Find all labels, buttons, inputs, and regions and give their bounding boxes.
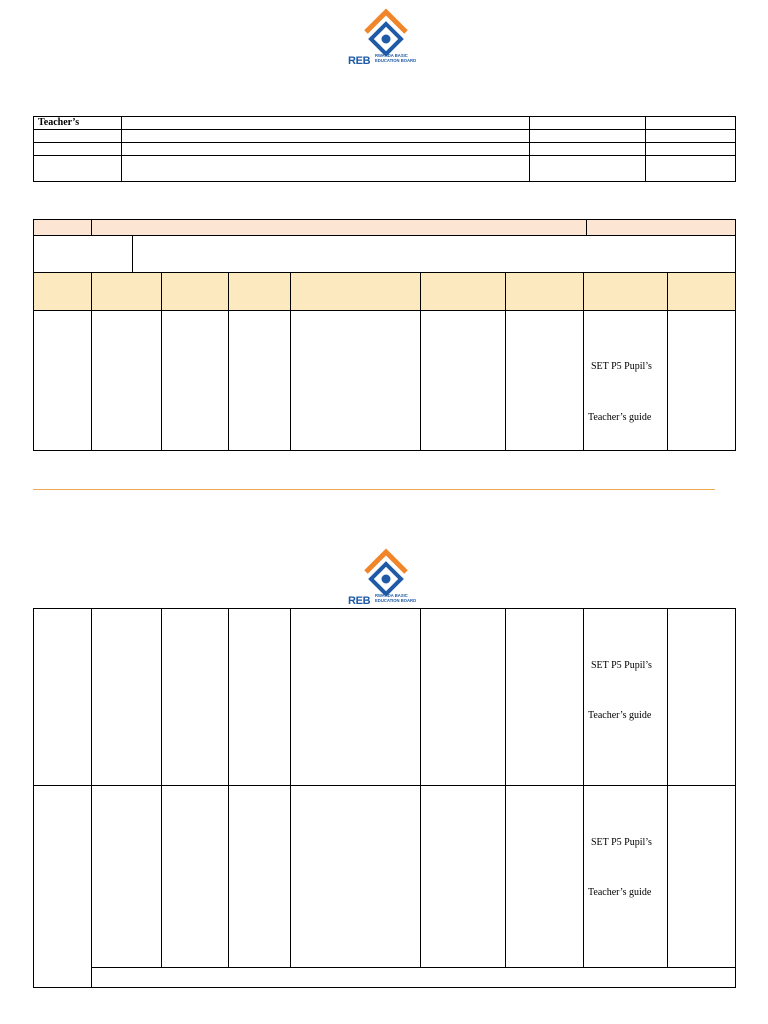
logo-abbr: REB bbox=[348, 595, 371, 607]
logo-subtitle-line2: EDUCATION BOARD bbox=[375, 597, 417, 603]
resource-cell-line2: Teacher’s guide bbox=[588, 887, 652, 898]
logo-subtitle bbox=[375, 594, 416, 604]
reb-emblem-icon bbox=[346, 548, 426, 596]
logo-subtitle bbox=[375, 54, 416, 64]
logo-subtitle-line1: RWANDA BASIC bbox=[375, 53, 408, 58]
logo-abbr: REB bbox=[348, 55, 371, 67]
resource-cell-line2: Teacher’s guide bbox=[588, 412, 652, 423]
reb-logo-page2 bbox=[346, 548, 426, 606]
header-info-table bbox=[33, 116, 736, 182]
resource-cell-line2: Teacher’s guide bbox=[588, 710, 652, 721]
teacher-label: Teacher’s bbox=[38, 117, 80, 128]
resource-cell-line1: SET P5 Pupil’s bbox=[591, 361, 652, 372]
reb-emblem-icon bbox=[346, 8, 426, 56]
resource-cell-line1: SET P5 Pupil’s bbox=[591, 837, 652, 848]
page-divider bbox=[33, 489, 715, 490]
logo-subtitle-line2: EDUCATION BOARD bbox=[375, 57, 417, 63]
logo-subtitle-line1: RWANDA BASIC bbox=[375, 593, 408, 598]
reb-logo bbox=[346, 8, 426, 66]
resource-cell-line1: SET P5 Pupil’s bbox=[591, 660, 652, 671]
